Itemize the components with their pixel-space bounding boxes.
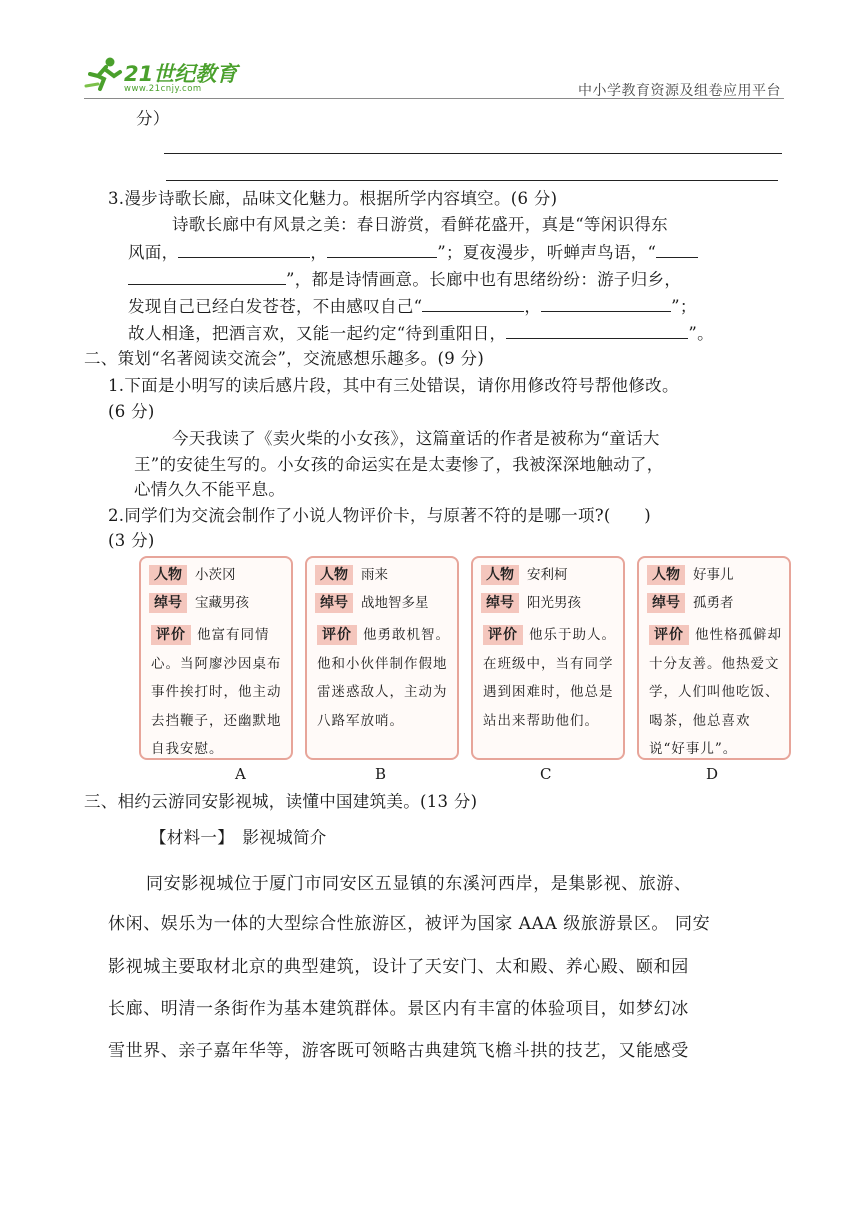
card-b-eval: 他勇敢机智。他和小伙伴制作假地雷迷惑敌人，主动为八路军放哨。 — [317, 627, 450, 729]
option-c-label[interactable]: C — [540, 765, 552, 783]
card-c-person: 安利柯 — [527, 567, 568, 583]
option-a-label[interactable]: A — [235, 765, 246, 783]
s2-q1-line-1: 1.下面是小明写的读后感片段，其中有三处错误，请你用修改符号帮他修改。 — [108, 376, 679, 395]
section-2-title: 二、策划“名著阅读交流会”，交流感想乐趣多。(9 分) — [84, 349, 485, 368]
card-c — [471, 556, 625, 760]
card-d — [637, 556, 791, 760]
s3-para-2: 休闲、娱乐为一体的大型综合性旅游区，被评为国家 AAA 级旅游景区。 同安 — [108, 914, 711, 934]
card-a — [139, 556, 293, 760]
header-rule — [84, 98, 784, 99]
blank-2[interactable] — [327, 241, 437, 258]
card-a-nick: 宝藏男孩 — [195, 595, 249, 611]
s2-para-line-2: 王”的安徒生写的。小女孩的命运实在是太妻惨了，我被深深地触动了， — [134, 455, 664, 474]
card-a-eval: 他富有同情心。当阿廖沙因桌布事件挨打时，他主动去挡鞭子，还幽默地自我安慰。 — [151, 627, 282, 757]
blank-5[interactable] — [541, 295, 671, 312]
tag-eval: 评价 — [649, 625, 689, 645]
q3-line-3: ”，都是诗情画意。长廊中也有思绪纷纷：游子归乡， — [128, 268, 681, 291]
tag-person: 人物 — [315, 565, 353, 585]
s2-para-line-3: 心情久久不能平息。 — [134, 480, 286, 499]
runner-logo-icon — [84, 56, 124, 96]
card-d-person: 好事儿 — [693, 567, 734, 583]
tag-person: 人物 — [481, 565, 519, 585]
section-3-title: 三、相约云游同安影视城，读懂中国建筑美。(13 分) — [84, 792, 478, 811]
q3-title: 3.漫步诗歌长廊，品味文化魅力。根据所学内容填空。(6 分) — [108, 189, 558, 208]
option-d-label[interactable]: D — [706, 765, 719, 783]
answer-fragment: 分） — [136, 109, 170, 128]
s2-q2-line-1: 2.同学们为交流会制作了小说人物评价卡，与原著不符的是哪一项?( ) — [108, 506, 651, 525]
card-b-nick: 战地智多星 — [361, 595, 429, 611]
s3-para-5: 雪世界、亲子嘉年华等，游客既可领略古典建筑飞檐斗拱的技艺，又能感受 — [108, 1041, 689, 1061]
tag-nick: 绰号 — [647, 593, 685, 613]
tag-person: 人物 — [647, 565, 685, 585]
card-a-person: 小茨冈 — [195, 567, 236, 583]
tag-eval: 评价 — [317, 625, 357, 645]
blank-3b[interactable] — [128, 268, 286, 285]
tag-eval: 评价 — [151, 625, 191, 645]
answer-line-2 — [166, 180, 778, 181]
answer-line-1 — [164, 153, 782, 154]
logo-text: 21世纪教育 — [124, 62, 238, 86]
q3-line-2: 风面， ， ”；夏夜漫步，听蝉声鸟语，“ — [128, 241, 698, 264]
tag-nick: 绰号 — [315, 593, 353, 613]
card-b-person: 雨来 — [361, 567, 388, 583]
tag-person: 人物 — [149, 565, 187, 585]
card-c-eval: 他乐于助人。在班级中，当有同学遇到困难时，他总是站出来帮助他们。 — [483, 627, 616, 729]
tag-nick: 绰号 — [481, 593, 519, 613]
q3-line-5: 故人相逢，把酒言欢，又能一起约定“待到重阳日， ”。 — [128, 324, 714, 343]
platform-name: 中小学教育资源及组卷应用平台 — [578, 83, 781, 99]
card-c-nick: 阳光男孩 — [527, 595, 581, 611]
blank-3[interactable] — [656, 241, 698, 258]
q3-line-1: 诗歌长廊中有风景之美：春日游赏，看鲜花盛开，真是“等闲识得东 — [172, 215, 668, 234]
blank-6[interactable] — [506, 322, 688, 339]
card-d-nick: 孤勇者 — [693, 595, 734, 611]
option-b-label[interactable]: B — [375, 765, 387, 783]
q3-line-4: 发现自己已经白发苍苍，不由感叹自己“ ， ”； — [128, 297, 697, 316]
s2-q1-line-2: (6 分) — [108, 402, 155, 421]
tag-eval: 评价 — [483, 625, 523, 645]
logo-url: www.21cnjy.com — [124, 84, 202, 94]
blank-1[interactable] — [178, 241, 310, 258]
blank-4[interactable] — [422, 295, 524, 312]
header-logo — [84, 54, 244, 98]
s3-para-4: 长廊、明清一条街作为基本建筑群体。景区内有丰富的体验项目，如梦幻冰 — [108, 999, 689, 1019]
material-heading: 【材料一】 影视城简介 — [150, 828, 327, 847]
s2-q2-line-2: (3 分) — [108, 531, 155, 550]
s2-para-line-1: 今天我读了《卖火柴的小女孩》，这篇童话的作者是被称为“童话大 — [172, 429, 660, 448]
tag-nick: 绰号 — [149, 593, 187, 613]
s3-para-1: 同安影视城位于厦门市同安区五显镇的东溪河西岸，是集影视、旅游、 — [146, 874, 692, 894]
card-b — [305, 556, 459, 760]
card-d-eval: 他性格孤僻却十分友善。他热爱文学，人们叫他吃饭、喝茶，他总喜欢说“好事儿”。 — [649, 627, 782, 757]
s3-para-3: 影视城主要取材北京的典型建筑，设计了天安门、太和殿、养心殿、颐和园 — [108, 957, 689, 977]
